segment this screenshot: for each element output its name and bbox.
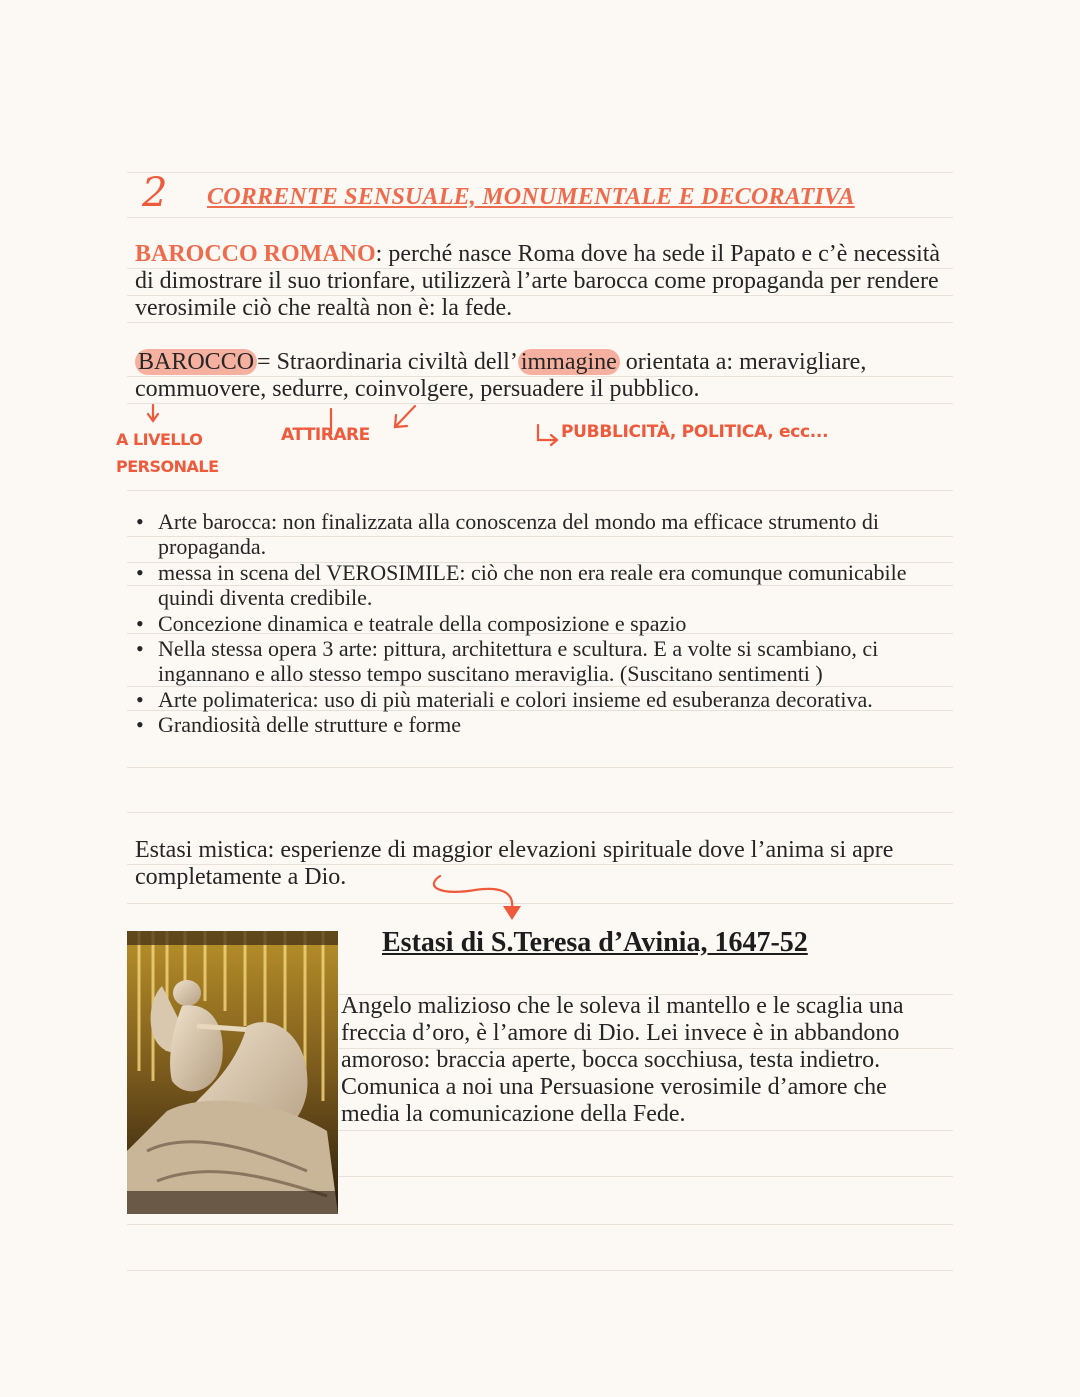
artwork-description: Angelo malizioso che le soleva il mantello e le scaglia una freccia d’oro, è l’amore di Dio. Lei invece è in abbandono amoroso: braccia aperte, bocca socchiusa, testa indietro. Comunica a noi una Persuasione verosimile d’amore che media la comunicazione della Fede. xyxy=(341,993,904,1127)
sculpture-photo xyxy=(127,931,338,1214)
list-item: • messa in scena del VEROSIMILE: ciò che non era reale era comunque comunicabile quindi diventa credibile. xyxy=(135,560,955,611)
barocco-romano-text: : perché nasce Roma dove ha sede il Papato e c’è necessità di dimostrare il suo trionfare, utilizzerà l’arte barocca come propaganda per rendere verosimile ciò che realtà non è: la fede. xyxy=(135,241,941,321)
down-arrow-icon xyxy=(148,405,158,421)
list-item: • Nella stessa opera 3 arte: pittura, architettura e scultura. E a volte si scambiano, ci ingannano e allo stesso tempo suscitano meraviglia. (Suscitano sentimenti ) xyxy=(135,636,955,687)
definition-text-a: = Straordinaria civiltà dell’ xyxy=(257,349,518,375)
list-item: • Concezione dinamica e teatrale della composizione e spazio xyxy=(135,611,955,636)
section-title: CORRENTE SENSUALE, MONUMENTALE E DECORATIVA xyxy=(207,184,855,210)
arrowhead-icon xyxy=(503,906,521,920)
diagonal-arrow-icon xyxy=(395,406,415,427)
artwork-title: Estasi di S.Teresa d’Avinia, 1647-52 xyxy=(382,927,808,958)
annotation-attirare: ATTIRARE xyxy=(281,425,370,445)
immagine-highlight: immagine xyxy=(518,349,620,375)
list-item: • Arte polimaterica: uso di più materiali e colori insieme ed esuberanza decorativa. xyxy=(135,687,955,712)
annotation-livello-personale: A LIVELLO PERSONALE xyxy=(116,430,219,476)
barocco-term-highlight: BAROCCO xyxy=(135,349,257,375)
list-item: • Grandiosità delle strutture e forme xyxy=(135,712,955,737)
barocco-romano-term: BAROCCO ROMANO xyxy=(135,241,376,267)
right-arrow-icon xyxy=(538,425,557,445)
section-number: 2 xyxy=(142,170,168,216)
characteristics-list xyxy=(135,509,955,738)
definition-text-b: orientata a: meravigliare, commuovere, sedurre, coinvolgere, persuadere il pubblico. xyxy=(135,349,867,402)
estasi-mistica-paragraph: Estasi mistica: esperienze di maggior elevazioni spirituale dove l’anima si apre completamente a Dio. xyxy=(135,837,894,890)
annotation-pubblicita: PUBBLICITÀ, POLITICA, ecc... xyxy=(561,422,829,442)
list-item: • Arte barocca: non finalizzata alla conoscenza del mondo ma efficace strumento di propaganda. xyxy=(135,509,955,560)
